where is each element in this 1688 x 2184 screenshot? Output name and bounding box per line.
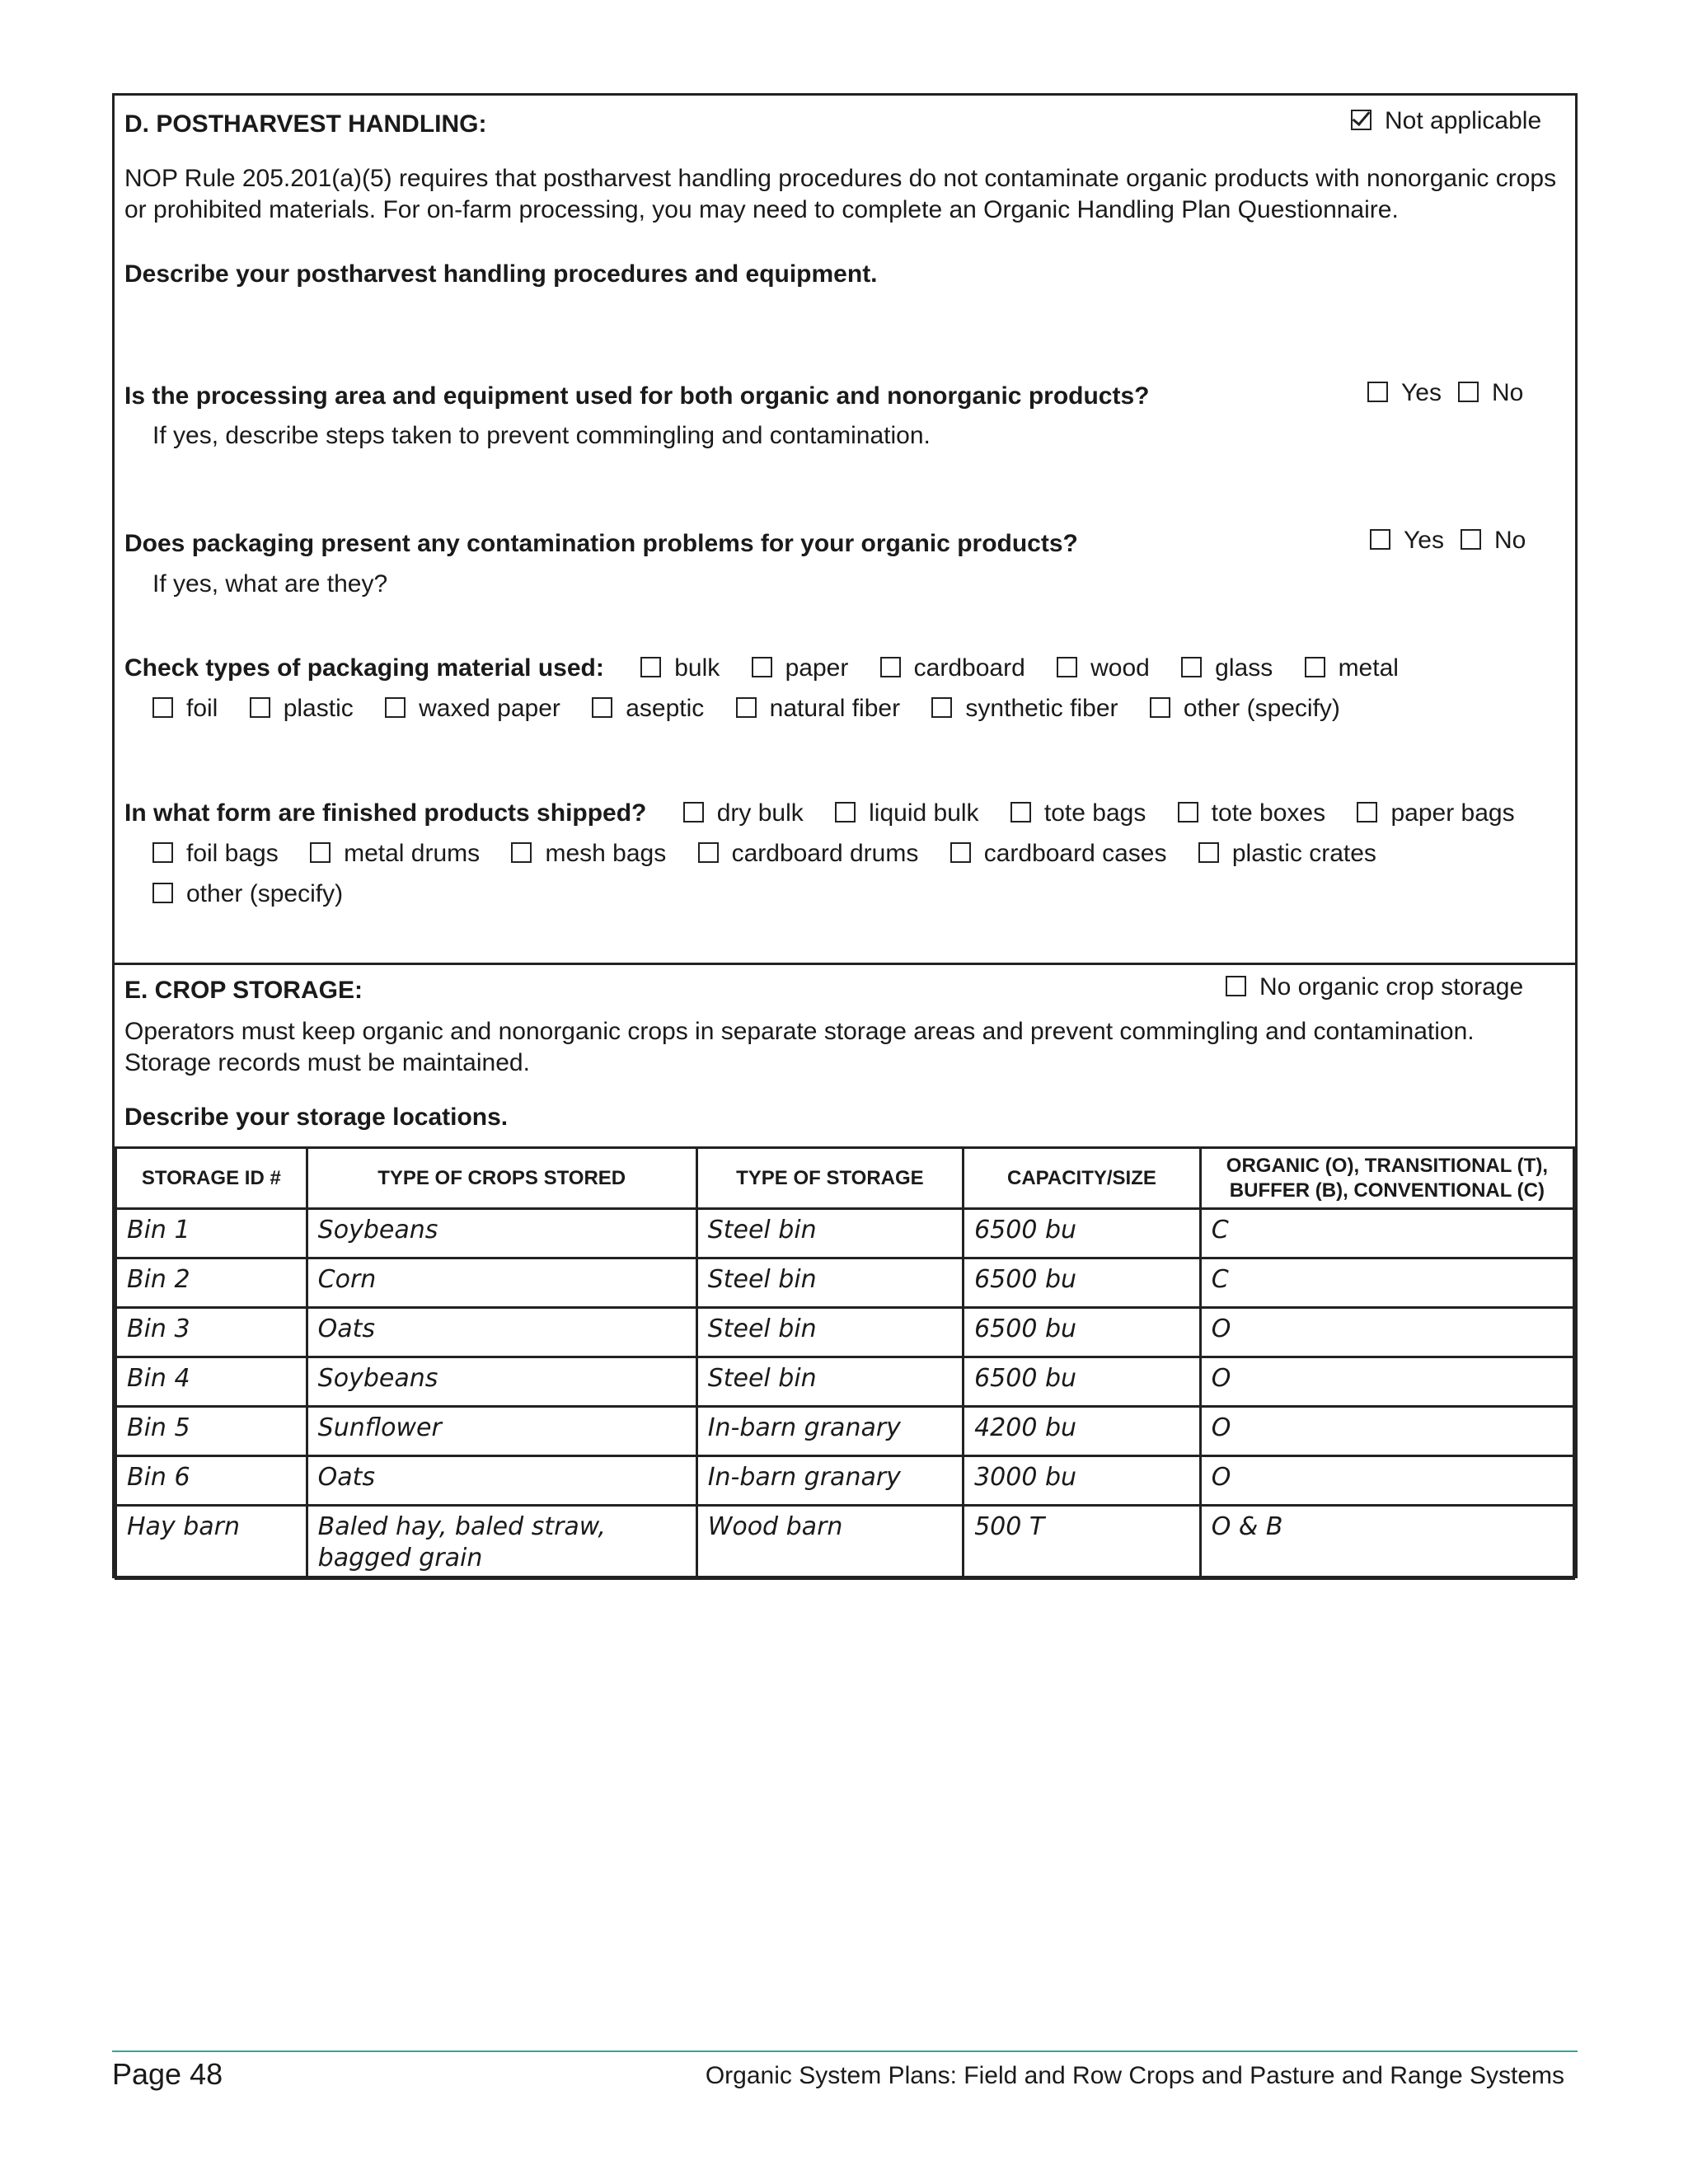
section-e-title: E. CROP STORAGE: [124, 977, 363, 1004]
shipped-option-label: mesh bags [545, 840, 667, 867]
shipped-checkbox[interactable] [950, 842, 971, 863]
capacity-cell[interactable]: 6500 bu [964, 1209, 1201, 1258]
status-cell[interactable]: O [1200, 1407, 1573, 1456]
form-frame [112, 93, 1578, 1578]
column-header: STORAGE ID # [116, 1148, 307, 1209]
shipped-option[interactable] [1357, 799, 1514, 827]
not-applicable-label: Not applicable [1385, 107, 1542, 134]
packaging-material-row-2 [152, 695, 1365, 723]
shipped-option-label: cardboard drums [731, 840, 919, 867]
shipped-option-label: other (specify) [186, 880, 344, 907]
table-row [116, 1407, 1574, 1456]
storage-type-cell[interactable]: Steel bin [696, 1209, 963, 1258]
packaging-material-label: Check types of packaging material used: [124, 654, 604, 682]
shipped-option-label: foil bags [186, 840, 279, 867]
status-cell[interactable]: C [1200, 1209, 1573, 1258]
packaging-checkbox[interactable] [1305, 657, 1325, 677]
shipped-checkbox[interactable] [310, 842, 331, 863]
crops-stored-cell[interactable]: Oats [307, 1456, 696, 1506]
shared-equipment-subtext: If yes, describe steps taken to prevent commingling and contamination. [152, 422, 931, 449]
storage-id-cell[interactable]: Bin 1 [116, 1209, 307, 1258]
storage-table-header [116, 1148, 1574, 1209]
packaging-checkbox[interactable] [736, 697, 757, 718]
yes-label: Yes [1404, 527, 1444, 554]
not-applicable-option[interactable] [1351, 107, 1541, 135]
describe-handling-prompt: Describe your postharvest handling procedures and equipment. [124, 260, 878, 288]
status-cell[interactable]: O [1200, 1357, 1573, 1407]
packaging-material-row-1 [124, 654, 1423, 682]
shipped-option[interactable] [698, 840, 919, 867]
no-storage-option[interactable] [1226, 973, 1523, 1001]
packaging-checkbox[interactable] [640, 657, 661, 677]
packaging-option[interactable] [880, 654, 1025, 682]
storage-table [115, 1146, 1575, 1580]
packaging-checkbox[interactable] [1150, 697, 1170, 718]
packaging-option[interactable] [931, 695, 1118, 722]
storage-type-cell[interactable]: Wood barn [696, 1506, 963, 1579]
packaging-option-label: wood [1090, 654, 1150, 682]
column-header: TYPE OF STORAGE [696, 1148, 963, 1209]
shipped-option-label: cardboard cases [983, 840, 1167, 867]
column-header: TYPE OF CROPS STORED [307, 1148, 696, 1209]
packaging-option[interactable] [1181, 654, 1273, 682]
storage-id-cell[interactable]: Bin 6 [116, 1456, 307, 1506]
capacity-cell[interactable]: 3000 bu [964, 1456, 1201, 1506]
section-d-rule-text: NOP Rule 205.201(a)(5) requires that postharvest handling procedures do not contaminate organic products with nonorganic crops or prohibited materials. For on-farm processing, you may need to complete an Organic Handling Plan Questionnaire. [124, 165, 1557, 223]
shipped-checkbox[interactable] [683, 802, 704, 823]
describe-storage-prompt: Describe your storage locations. [124, 1104, 509, 1131]
packaging-option[interactable] [250, 695, 354, 722]
packaging-checkbox[interactable] [752, 657, 772, 677]
crops-stored-cell[interactable]: Oats [307, 1308, 696, 1357]
packaging-option-label: aseptic [626, 695, 705, 722]
shipped-option-label: dry bulk [716, 799, 804, 827]
status-cell[interactable]: O & B [1200, 1506, 1573, 1579]
storage-id-cell[interactable]: Hay barn [116, 1506, 307, 1579]
shipped-option[interactable] [835, 799, 978, 827]
table-row [116, 1357, 1574, 1407]
storage-type-cell[interactable]: Steel bin [696, 1258, 963, 1308]
storage-id-cell[interactable]: Bin 2 [116, 1258, 307, 1308]
storage-type-cell[interactable]: In-barn granary [696, 1456, 963, 1506]
yes-label: Yes [1401, 379, 1442, 406]
shipped-checkbox[interactable] [152, 842, 173, 863]
packaging-contamination-answer [1370, 527, 1526, 555]
shipped-checkbox[interactable] [835, 802, 856, 823]
shipped-option-label: tote bags [1043, 799, 1146, 827]
shipped-option-label: plastic crates [1231, 840, 1376, 867]
no-label: No [1493, 527, 1526, 554]
shipped-checkbox[interactable] [1198, 842, 1219, 863]
packaging-checkbox[interactable] [250, 697, 270, 718]
column-header: CAPACITY/SIZE [964, 1148, 1201, 1209]
storage-id-cell[interactable]: Bin 5 [116, 1407, 307, 1456]
question-packaging-contamination: Does packaging present any contamination problems for your organic products? [124, 530, 1078, 557]
shipped-option-label: liquid bulk [869, 799, 979, 827]
packaging-option-label: glass [1215, 654, 1273, 682]
packaging-option-label: bulk [674, 654, 720, 682]
section-crop-storage [115, 965, 1575, 1576]
shipped-form-row-3 [152, 880, 368, 908]
shipped-form-label: In what form are finished products shipped? [124, 799, 647, 827]
table-row [116, 1209, 1574, 1258]
shipped-checkbox[interactable] [1010, 802, 1031, 823]
table-row [116, 1506, 1574, 1579]
shipped-option[interactable] [1010, 799, 1146, 827]
status-cell[interactable]: C [1200, 1258, 1573, 1308]
shipped-option[interactable] [950, 840, 1167, 867]
no-storage-checkbox[interactable] [1226, 976, 1246, 996]
shipped-option-label: tote boxes [1211, 799, 1326, 827]
status-cell[interactable]: O [1200, 1456, 1573, 1506]
not-applicable-checkbox[interactable] [1351, 110, 1372, 130]
table-row [116, 1258, 1574, 1308]
shipped-option[interactable] [1198, 840, 1376, 867]
question-shared-equipment: Is the processing area and equipment used for both organic and nonorganic products? [124, 382, 1150, 410]
footer-divider [112, 2050, 1578, 2052]
document-title: Organic System Plans: Field and Row Crops and Pasture and Range Systems [705, 2062, 1564, 2089]
packaging-option-label: synthetic fiber [965, 695, 1118, 722]
packaging-checkbox[interactable] [931, 697, 952, 718]
shared-equipment-answer [1367, 379, 1523, 407]
storage-type-cell[interactable]: Steel bin [696, 1357, 963, 1407]
crops-stored-cell[interactable]: Baled hay, baled straw, bagged grain [307, 1506, 696, 1579]
crops-stored-cell[interactable]: Corn [307, 1258, 696, 1308]
shipped-checkbox[interactable] [698, 842, 719, 863]
shared-equipment-yes-checkbox[interactable] [1367, 382, 1388, 402]
table-row [116, 1456, 1574, 1506]
packaging-checkbox[interactable] [1181, 657, 1202, 677]
page-number: Page 48 [112, 2057, 223, 2091]
shipped-form-row-2 [152, 840, 1401, 868]
packaging-option-label: waxed paper [419, 695, 560, 722]
packaging-option-label: paper [785, 654, 849, 682]
shipped-checkbox[interactable] [1178, 802, 1198, 823]
packaging-option[interactable] [1057, 654, 1150, 682]
packaging-option-label: other (specify) [1183, 695, 1340, 722]
section-e-rule-text: Operators must keep organic and nonorganic crops in separate storage areas and prevent commingling and contamination. Storage records must be maintained. [124, 1018, 1475, 1076]
shipped-checkbox[interactable] [511, 842, 532, 863]
shared-equipment-no-checkbox[interactable] [1458, 382, 1479, 402]
shipped-checkbox[interactable] [1357, 802, 1377, 823]
packaging-option-label: natural fiber [769, 695, 901, 722]
packaging-checkbox[interactable] [592, 697, 612, 718]
packaging-contamination-no-checkbox[interactable] [1461, 529, 1481, 550]
no-label: No [1491, 379, 1524, 406]
crops-stored-cell[interactable]: Soybeans [307, 1209, 696, 1258]
shipped-option-label: metal drums [344, 840, 481, 867]
packaging-option[interactable] [152, 695, 218, 722]
packaging-option[interactable] [752, 654, 849, 682]
packaging-checkbox[interactable] [152, 697, 173, 718]
storage-type-cell[interactable]: Steel bin [696, 1308, 963, 1357]
crops-stored-cell[interactable]: Sunflower [307, 1407, 696, 1456]
shipped-option[interactable] [1178, 799, 1325, 827]
storage-id-cell[interactable]: Bin 4 [116, 1357, 307, 1407]
capacity-cell[interactable]: 6500 bu [964, 1258, 1201, 1308]
shipped-option[interactable] [511, 840, 666, 867]
section-d-title: D. POSTHARVEST HANDLING: [124, 110, 487, 138]
no-storage-label: No organic crop storage [1259, 973, 1524, 1001]
packaging-option[interactable] [385, 695, 560, 722]
shipped-option[interactable] [683, 799, 804, 827]
packaging-option-label: foil [186, 695, 218, 722]
packaging-contamination-subtext: If yes, what are they? [152, 570, 388, 598]
shipped-option-label: paper bags [1390, 799, 1515, 827]
packaging-checkbox[interactable] [385, 697, 406, 718]
shipped-option[interactable] [152, 880, 343, 907]
status-cell[interactable]: O [1200, 1308, 1573, 1357]
capacity-cell[interactable]: 4200 bu [964, 1407, 1201, 1456]
capacity-cell[interactable]: 6500 bu [964, 1308, 1201, 1357]
shipped-option[interactable] [152, 840, 279, 867]
shipped-form-row-1 [124, 799, 1515, 827]
storage-id-cell[interactable]: Bin 3 [116, 1308, 307, 1357]
packaging-option-label: cardboard [913, 654, 1025, 682]
column-header: ORGANIC (O), TRANSITIONAL (T), BUFFER (B), CONVENTIONAL (C) [1200, 1148, 1573, 1209]
crops-stored-cell[interactable]: Soybeans [307, 1357, 696, 1407]
packaging-option[interactable] [592, 695, 704, 722]
table-row [116, 1308, 1574, 1357]
packaging-option-label: plastic [283, 695, 354, 722]
section-postharvest-handling [115, 96, 1575, 965]
capacity-cell[interactable]: 500 T [964, 1506, 1201, 1579]
packaging-checkbox[interactable] [880, 657, 901, 677]
packaging-option-label: metal [1338, 654, 1399, 682]
packaging-option[interactable] [736, 695, 900, 722]
packaging-contamination-yes-checkbox[interactable] [1370, 529, 1390, 550]
storage-type-cell[interactable]: In-barn granary [696, 1407, 963, 1456]
packaging-option[interactable] [1150, 695, 1340, 722]
capacity-cell[interactable]: 6500 bu [964, 1357, 1201, 1407]
shipped-option[interactable] [310, 840, 480, 867]
packaging-checkbox[interactable] [1057, 657, 1077, 677]
packaging-option[interactable] [1305, 654, 1399, 682]
packaging-option[interactable] [640, 654, 720, 682]
shipped-checkbox[interactable] [152, 883, 173, 903]
